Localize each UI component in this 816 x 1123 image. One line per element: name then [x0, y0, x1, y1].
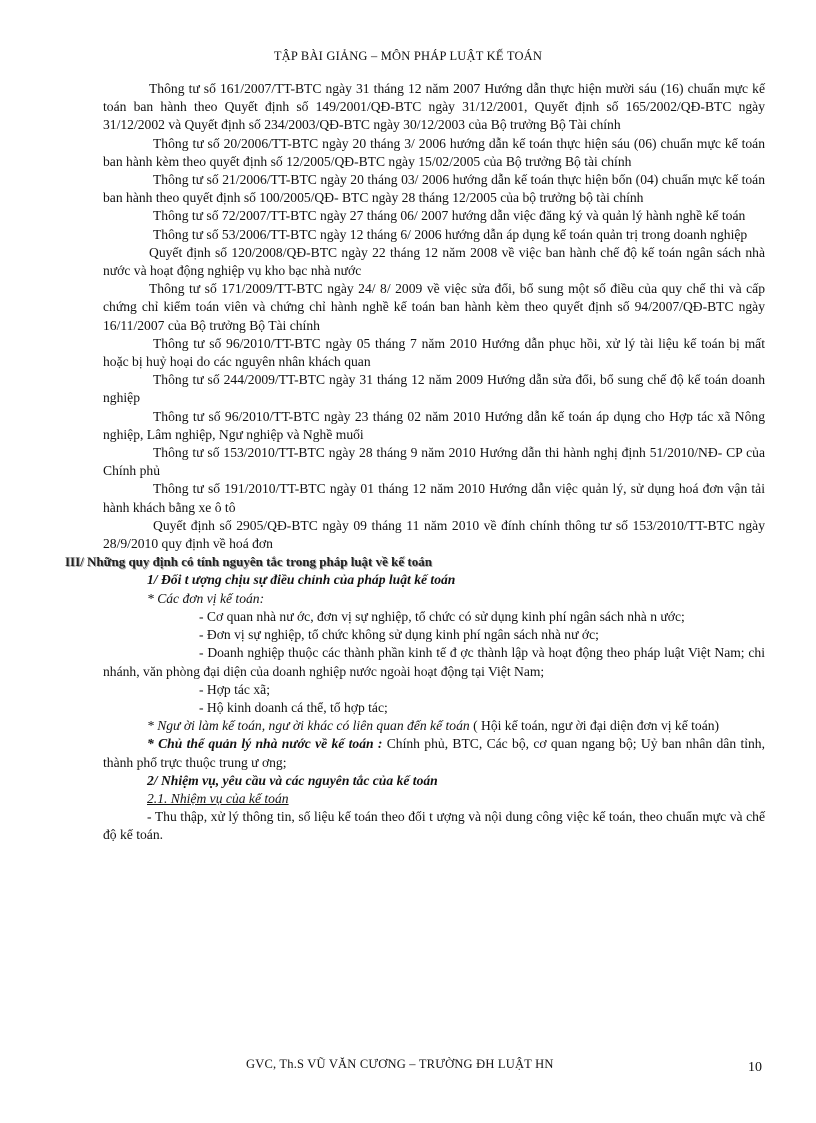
page-number: 10 — [748, 1060, 762, 1075]
list-item: - Đơn vị sự nghiệp, tổ chức không sử dụng kinh phí ngân sách nhà nư ớc; — [199, 627, 599, 643]
section-heading-1: 1/ Đối t ượng chịu sự điều chỉnh của pháp luật kế toán — [147, 572, 456, 588]
management-paragraph — [103, 735, 765, 771]
management-label: * Chủ thể quản lý nhà nước về kế toán : — [147, 736, 383, 752]
list-item: - Doanh nghiệp thuộc các thành phần kinh tế đ ợc thành lập và hoạt động theo pháp luật Việt Nam; chi nhánh, văn phòng đại diện của doanh nghiệp nước ngoài hoạt động tại Việt Nam; — [103, 645, 765, 679]
accountants-text: ( Hội kế toán, ngư ời đại diện đơn vị kế toán) — [469, 718, 720, 734]
document-body — [65, 80, 766, 845]
paragraph-circular-20: Thông tư số 20/2006/TT-BTC ngày 20 tháng 3/ 2006 hướng dẫn kế toán thực hiện sáu (06) chuẩn mực kế toán ban hành kèm theo quyết định số 12/2005/QĐ-BTC ngày 15/02/2005 của Bộ trưởng Bộ tài chính — [103, 135, 765, 169]
page-footer: GVC, Th.S VŨ VĂN CƯƠNG – TRƯỜNG ĐH LUẬT HN — [246, 1057, 554, 1071]
list-item: - Hộ kinh doanh cá thể, tổ hợp tác; — [199, 699, 388, 715]
section-2-1-text: - Thu thập, xử lý thông tin, số liệu kế toán theo đối t ượng và nội dung công việc kế toán, theo chuẩn mực và chế độ kế toán. — [103, 809, 765, 843]
paragraph-circular-191: Thông tư số 191/2010/TT-BTC ngày 01 tháng 12 năm 2010 Hướng dẫn việc quản lý, sử dụng hoá đơn vận tải hành khách bằng xe ô tô — [103, 481, 765, 515]
page-header: TẬP BÀI GIẢNG – MÔN PHÁP LUẬT KẾ TOÁN — [273, 49, 543, 63]
paragraph-circular-72: Thông tư số 72/2007/TT-BTC ngày 27 tháng 06/ 2007 hướng dẫn việc đăng ký và quản lý hành nghề kế toán — [153, 208, 746, 224]
paragraph-circular-96-jul: Thông tư số 96/2010/TT-BTC ngày 05 tháng 7 năm 2010 Hướng dẫn phục hồi, xử lý tài liệu kế toán bị mất hoặc bị huỷ hoại do các nguyên nhân khách quan — [103, 335, 765, 370]
paragraph-circular-171: Thông tư số 171/2009/TT-BTC ngày 24/ 8/ 2009 về việc sửa đổi, bổ sung một số điều của quy chế thi và cấp chứng chỉ kiểm toán viên và chứng chỉ hành nghề kế toán ban hành kèm theo quyết định số 94/2007/QĐ-BTC ngày 16/11/2007 của Bộ trưởng Bộ Tài chính — [103, 281, 765, 333]
paragraph-circular-244: Thông tư số 244/2009/TT-BTC ngày 31 tháng 12 năm 2009 Hướng dẫn sửa đổi, bổ sung chế độ kế toán doanh nghiệp — [103, 372, 765, 406]
accountants-label: * Ngư ời làm kế toán, ngư ời khác có liên quan đến kế toán — [147, 718, 470, 734]
paragraph-circular-21: Thông tư số 21/2006/TT-BTC ngày 20 tháng 03/ 2006 hướng dẫn kế toán thực hiện bốn (04) chuẩn mực kế toán ban hành theo quyết định số 100/2005/QĐ- BTC ngày 28 tháng 12/2005 của bộ trưởng bộ tài chính — [103, 172, 765, 206]
list-item: - Hợp tác xã; — [199, 681, 270, 697]
paragraph-decision-2905: Quyết định số 2905/QĐ-BTC ngày 09 tháng 11 năm 2010 về đính chính thông tư số 153/2010/TT-BTC ngày 28/9/2010 quy định về hoá đơn — [103, 517, 765, 552]
paragraph-circular-96-feb: Thông tư số 96/2010/TT-BTC ngày 23 tháng 02 năm 2010 Hướng dẫn kế toán áp dụng cho Hợp tác xã Nông nghiệp, Lâm nghiệp, Ngư nghiệp và Nghề muối — [103, 408, 765, 442]
paragraph-circular-153: Thông tư số 153/2010/TT-BTC ngày 28 tháng 9 năm 2010 Hướng dẫn thi hành nghị định 51/2010/NĐ- CP của Chính phủ — [103, 445, 765, 479]
section-heading-2-1: 2.1. Nhiệm vụ của kế toán — [147, 790, 289, 806]
paragraph-circular-53: Thông tư số 53/2006/TT-BTC ngày 12 tháng 6/ 2006 hướng dẫn áp dụng kế toán quản trị trong doanh nghiệp — [153, 226, 748, 242]
section-heading-2: 2/ Nhiệm vụ, yêu cầu và các nguyên tắc của kế toán — [147, 772, 438, 788]
section-heading-3: III/ Những quy định có tính nguyên tắc trong pháp luật về kế toán — [65, 554, 432, 570]
list-item: - Cơ quan nhà nư ớc, đơn vị sự nghiệp, tổ chức có sử dụng kinh phí ngân sách nhà n ước; — [199, 608, 685, 624]
accountants-paragraph — [103, 717, 765, 735]
management-text: Chính phủ, BTC, Các bộ, cơ quan ngang bộ; Uỷ ban nhân dân tỉnh, thành phố trực thuộc trung ư ơng; — [103, 736, 766, 770]
paragraph-decision-120: Quyết định số 120/2008/QĐ-BTC ngày 22 tháng 12 năm 2008 về việc ban hành chế độ kế toán ngân sách nhà nước và hoạt động nghiệp vụ kho bạc nhà nước — [103, 244, 765, 279]
units-label: * Các đơn vị kế toán: — [147, 590, 265, 606]
paragraph-circular-161: Thông tư số 161/2007/TT-BTC ngày 31 tháng 12 năm 2007 Hướng dẫn thực hiện mười sáu (16) chuẩn mực kế toán ban hành theo Quyết định số 149/2001/QĐ-BTC ngày 31/12/2001, Quyết định số 165/2002/QĐ-BTC ngày 31/12/2002 và Quyết định số 234/2003/QĐ-BTC ngày 30/12/2003 của Bộ trưởng Bộ Tài chính — [103, 81, 765, 133]
